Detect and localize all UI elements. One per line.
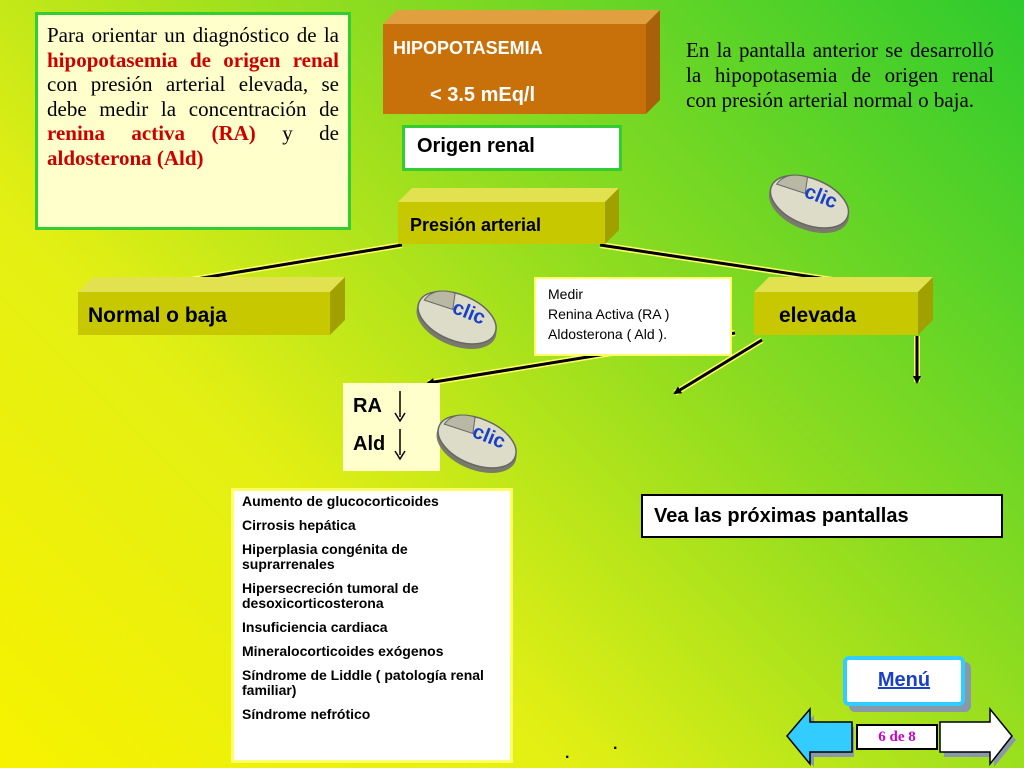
down-arrow-icon: [393, 429, 407, 461]
clic-button-3[interactable]: [430, 406, 526, 478]
list-item: Insuficiencia cardiaca: [242, 619, 388, 635]
ra-ald-box: [343, 383, 440, 471]
dot-mark: .: [565, 745, 570, 762]
previous-screen-note: En la pantalla anterior se desarrolló la hipopotasemia de origen renal con presión arterial normal o baja.: [686, 38, 994, 112]
origin-renal-box: Origen renal: [402, 125, 622, 171]
measure-box: [534, 277, 732, 356]
causes-list-box: [231, 488, 513, 763]
intro-text-2: con presión arterial elevada, se debe medir la concentración de: [47, 72, 339, 121]
list-item: Síndrome de Liddle ( patología renal familiar): [242, 667, 484, 698]
menu-button[interactable]: Menú: [843, 656, 965, 706]
intro-highlight-2: renina activa (RA): [47, 121, 256, 145]
blood-pressure-box: [398, 188, 620, 244]
blood-pressure-label: Presión arterial: [410, 215, 542, 235]
list-item: Aumento de glucocorticoides: [242, 493, 439, 509]
normal-low-label: Normal o baja: [88, 304, 227, 327]
intro-text-3: y de: [255, 121, 339, 145]
elevated-label: elevada: [779, 304, 857, 327]
left-arrow-icon[interactable]: [787, 709, 854, 767]
normal-low-box: [78, 277, 346, 335]
list-item: Cirrosis hepática: [242, 517, 356, 533]
down-arrow-icon: [393, 391, 407, 423]
ra-row: [353, 393, 430, 431]
clic-label: clic: [449, 296, 489, 330]
hypokalemia-value: < 3.5 mEq/l: [430, 84, 536, 106]
measure-line-3: Aldosterona ( Ald ).: [548, 326, 668, 342]
clic-button-1[interactable]: [762, 168, 858, 238]
elevated-box: [754, 277, 934, 335]
ra-label: RA: [353, 395, 382, 417]
list-item: Mineralocorticoides exógenos: [242, 643, 444, 659]
intro-highlight-1: hipopotasemia de origen renal: [47, 47, 339, 72]
clic-label: clic: [801, 180, 841, 214]
clic-label: clic: [469, 420, 509, 454]
intro-text-1: Para orientar un diagnóstico de la: [47, 23, 339, 47]
list-item: Hiperplasia congénita de suprarrenales: [242, 541, 408, 572]
right-arrow-icon[interactable]: [940, 709, 1016, 767]
list-item: Hipersecreción tumoral de desoxicorticosterona: [242, 580, 419, 611]
list-item: Síndrome nefrótico: [242, 706, 371, 722]
measure-line-2: Renina Activa (RA ): [548, 306, 670, 322]
intro-highlight-3: aldosterona (Ald): [47, 145, 204, 170]
page-indicator: 6 de 8: [856, 724, 938, 750]
dot-mark: .: [613, 736, 618, 753]
measure-line-1: Medir: [548, 286, 584, 302]
hypokalemia-title: HIPOPOTASEMIA: [393, 38, 543, 58]
ald-label: Ald: [353, 433, 386, 455]
clic-button-2[interactable]: [410, 282, 506, 354]
ald-row: [353, 431, 430, 469]
causes-list: [242, 494, 502, 722]
next-screens-note: Vea las próximas pantallas: [641, 494, 1003, 538]
